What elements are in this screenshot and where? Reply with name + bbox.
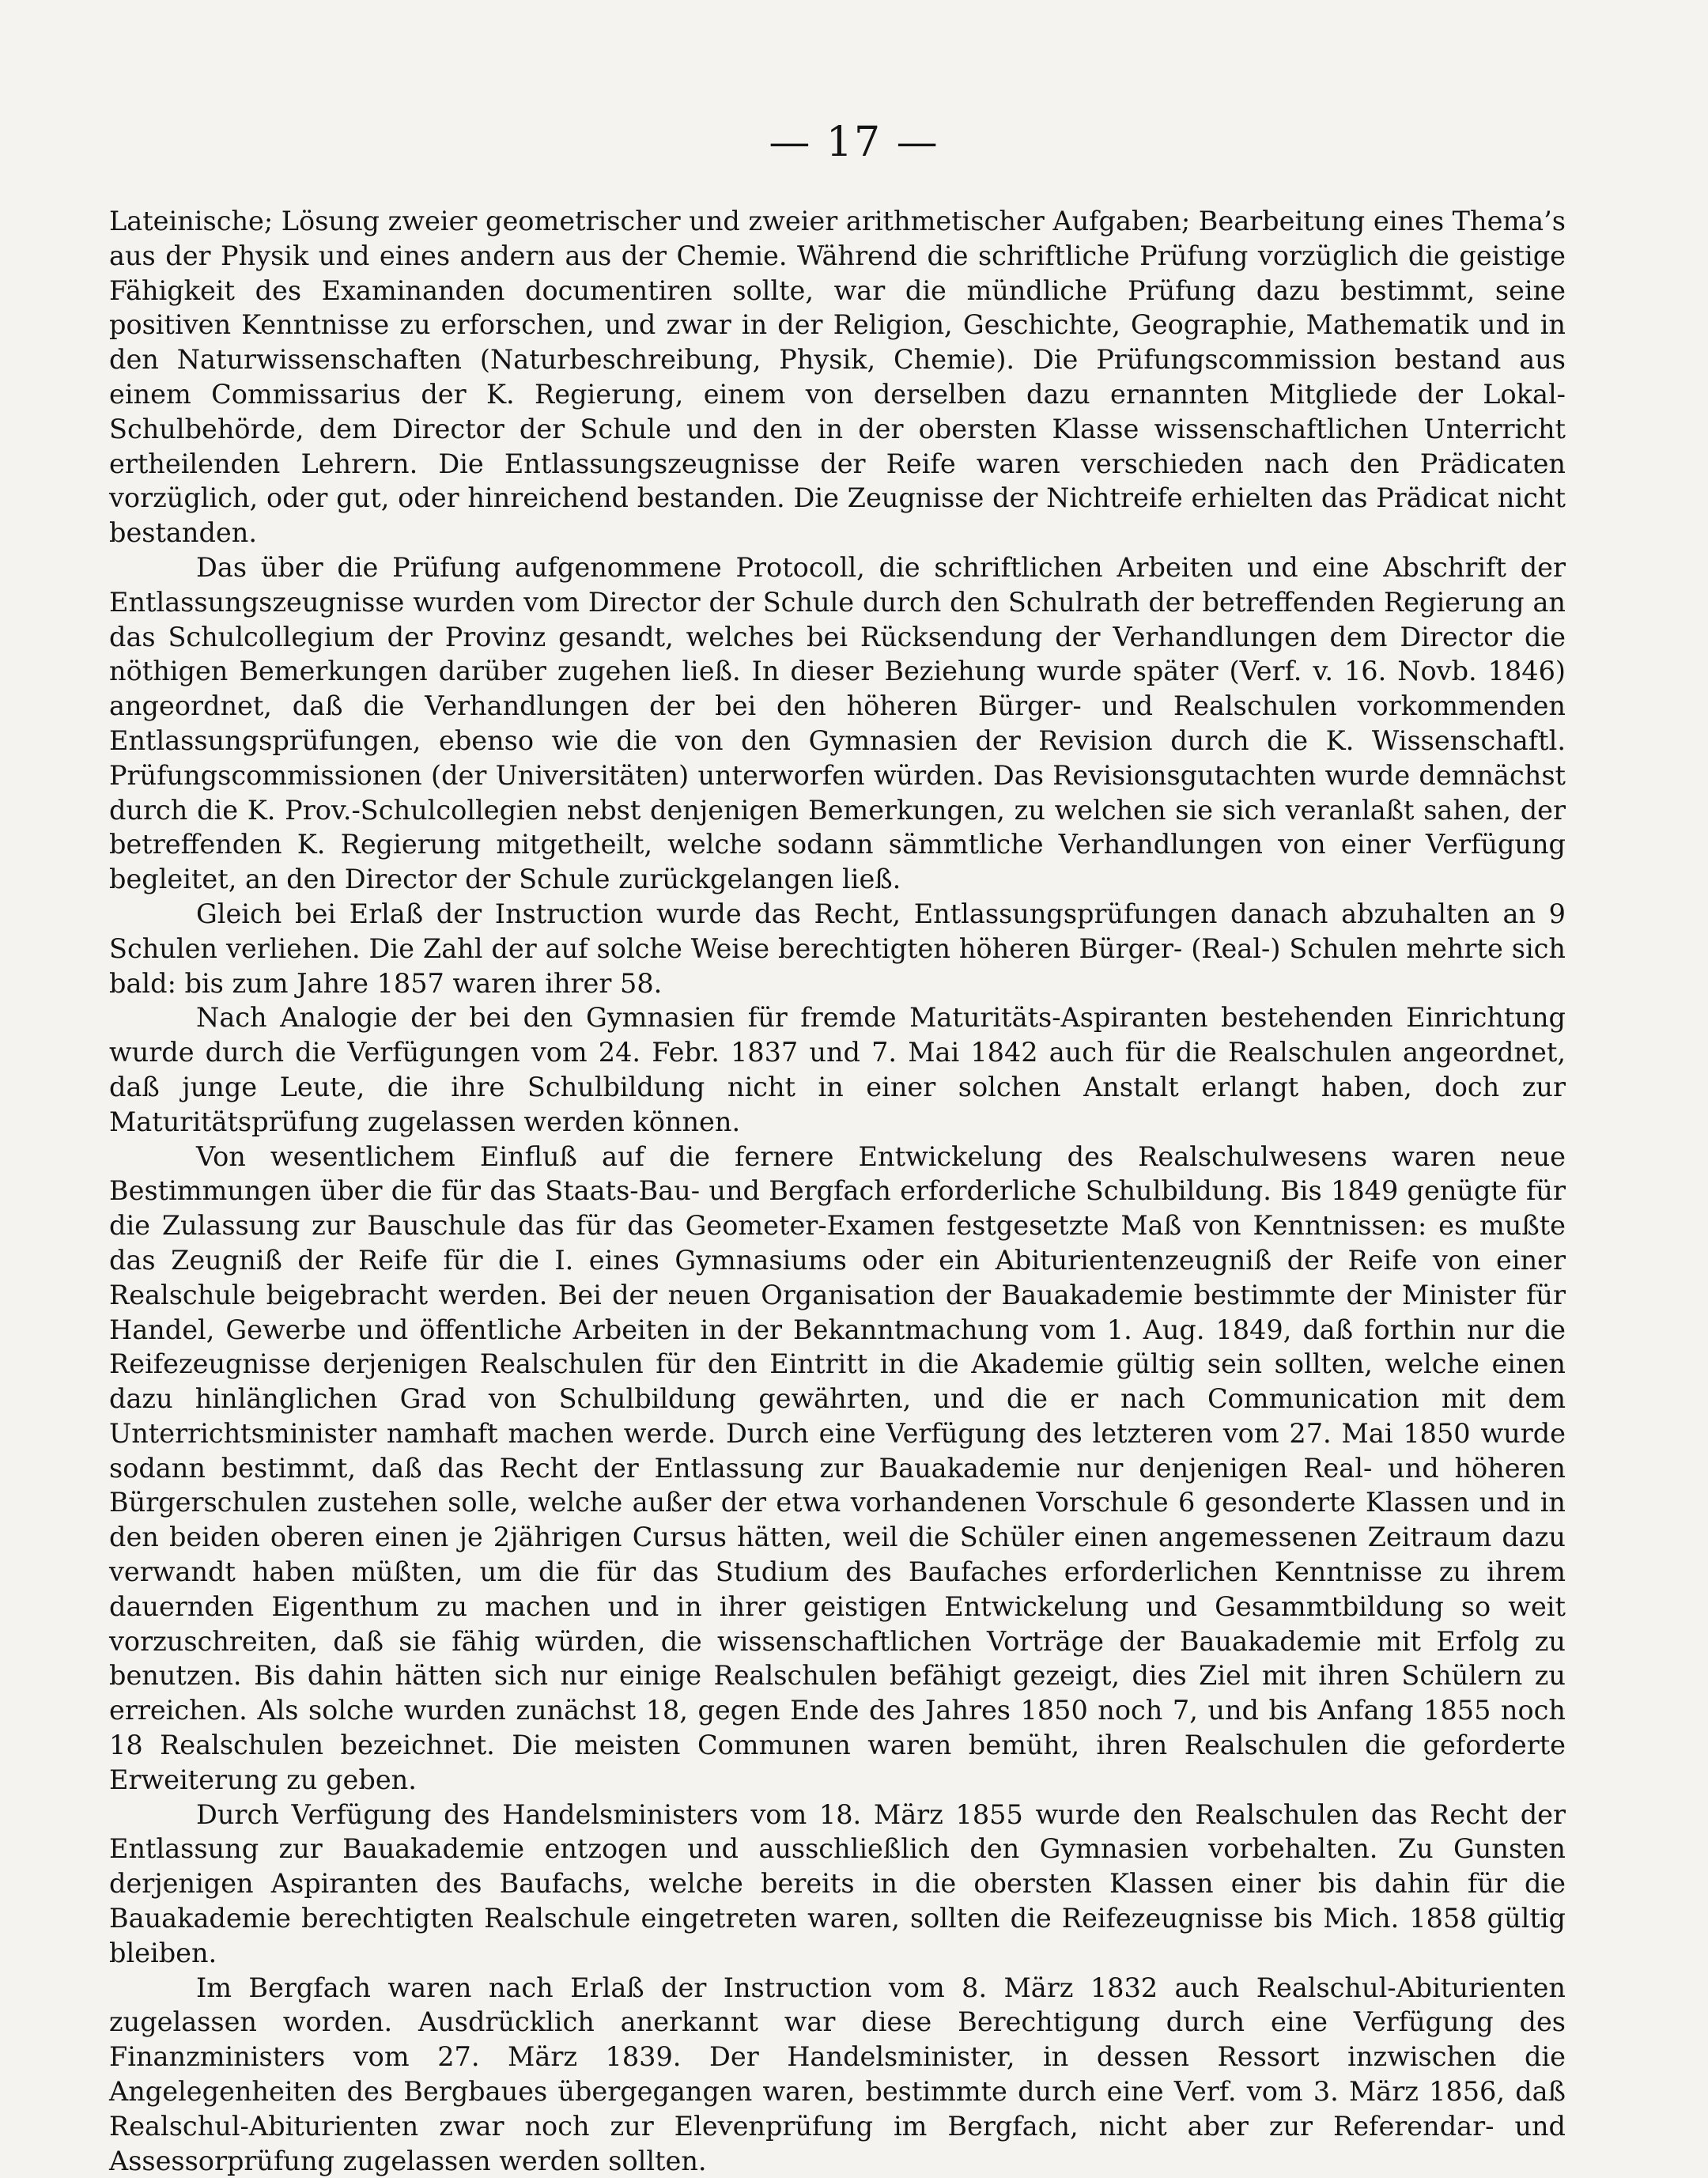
page-number: — 17 —: [769, 119, 939, 166]
body-text: [109, 204, 1566, 2178]
paragraph: Gleich bei Erlaß der Instruction wurde das Recht, Entlassungsprüfungen danach abzuhalten an 9 Schulen verliehen. Die Zahl der auf solche Weise berechtigten höheren Bürger- (Real-) Schulen mehrte sich bald: bis zum Jahre 1857 waren ihrer 58.: [109, 898, 1566, 999]
paragraph: Das über die Prüfung aufgenommene Protocoll, die schriftlichen Arbeiten und eine Abschrift der Entlassungszeugnisse wurden vom Director der Schule durch den Schulrath der betreffenden Regierung an das Schulcollegium der Provinz gesandt, welches bei Rücksendung der Verhandlungen dem Director die nöthigen Bemerkungen darüber zugehen ließ. In dieser Beziehung wurde später (Verf. v. 16. Novb. 1846) angeordnet, daß die Verhandlungen der bei den höheren Bürger- und Realschulen vorkommenden Entlassungsprüfungen, ebenso wie die von den Gymnasien der Revision durch die K. Wissenschaftl. Prüfungscommissionen (der Universitäten) unterworfen würden. Das Revisionsgutachten wurde demnächst durch die K. Prov.-Schulcollegien nebst denjenigen Bemerkungen, zu welchen sie sich veranlaßt sahen, der betreffenden K. Regierung mitgetheilt, welche sodann sämmtliche Verhandlungen von einer Verfügung begleitet, an den Director der Schule zurückgelangen ließ.: [109, 551, 1566, 895]
paragraph: Durch Verfügung des Handelsministers vom 18. März 1855 wurde den Realschulen das Recht der Entlassung zur Bauakademie entzogen und ausschließlich den Gymnasien vorbehalten. Zu Gunsten derjenigen Aspiranten des Baufachs, welche bereits in die obersten Klassen einer bis dahin für die Bauakademie berechtigten Realschule eingetreten waren, sollten die Reifezeugnisse bis Mich. 1858 gültig bleiben.: [109, 1798, 1566, 1968]
paragraph: Lateinische; Lösung zweier geometrischer und zweier arithmetischer Aufgaben; Bearbeitung eines Thema’s aus der Physik und eines andern aus der Chemie. Während die schriftliche Prüfung vorzüglich die geistige Fähigkeit des Examinanden documentiren sollte, war die mündliche Prüfung dazu bestimmt, seine positiven Kenntnisse zu erforschen, und zwar in der Religion, Geschichte, Geographie, Mathematik und in den Naturwissenschaften (Naturbeschreibung, Physik, Chemie). Die Prüfungscommission bestand aus einem Commissarius der K. Regierung, einem von derselben dazu ernannten Mitgliede der Lokal-Schulbehörde, dem Director der Schule und den in der obersten Klasse wissenschaftlichen Unterricht ertheilenden Lehrern. Die Entlassungszeugnisse der Reife waren verschieden nach den Prädicaten vorzüglich, oder gut, oder hinreichend bestanden. Die Zeugnisse der Nichtreife erhielten das Prädicat nicht bestanden.: [109, 206, 1566, 549]
paragraph: Nach Analogie der bei den Gymnasien für fremde Maturitäts-Aspiranten bestehenden Einrichtung wurde durch die Verfügungen vom 24. Febr. 1837 und 7. Mai 1842 auch für die Realschulen angeordnet, daß junge Leute, die ihre Schulbildung nicht in einer solchen Anstalt erlangt haben, doch zur Maturitätsprüfung zugelassen werden können.: [109, 1002, 1566, 1137]
paragraph: Im Bergfach waren nach Erlaß der Instruction vom 8. März 1832 auch Realschul-Abiturienten zugelassen worden. Ausdrücklich anerkannt war diese Berechtigung durch eine Verfügung des Finanzministers vom 27. März 1839. Der Handelsminister, in dessen Ressort inzwischen die Angelegenheiten des Bergbaues übergegangen waren, bestimmte durch eine Verf. vom 3. März 1856, daß Realschul-Abiturienten zwar noch zur Elevenprüfung im Bergfach, nicht aber zur Referendar- und Assessorprüfung zugelassen werden sollten.: [109, 1972, 1566, 2176]
paragraph: Von wesentlichem Einfluß auf die fernere Entwickelung des Realschulwesens waren neue Bestimmungen über die für das Staats-Bau- und Bergfach erforderliche Schulbildung. Bis 1849 genügte für die Zulassung zur Bauschule das für das Geometer-Examen festgesetzte Maß von Kenntnissen: es mußte das Zeugniß der Reife für die I. eines Gymnasiums oder ein Abiturientenzeugniß der Reife von einer Realschule beigebracht werden. Bei der neuen Organisation der Bauakademie bestimmte der Minister für Handel, Gewerbe und öffentliche Arbeiten in der Bekanntmachung vom 1. Aug. 1849, daß forthin nur die Reifezeugnisse derjenigen Realschulen für den Eintritt in die Akademie gültig sein sollten, welche einen dazu hinlänglichen Grad von Schulbildung gewährten, und die er nach Communication mit dem Unterrichtsminister namhaft machen werde. Durch eine Verfügung des letzteren vom 27. Mai 1850 wurde sodann bestimmt, daß das Recht der Entlassung zur Bauakademie nur denjenigen Real- und höheren Bürgerschulen zustehen solle, welche außer der etwa vorhandenen Vorschule 6 gesonderte Klassen und in den beiden oberen einen je 2jährigen Cursus hätten, weil die Schüler einen angemessenen Zeitraum dazu verwandt haben müßten, um die für das Studium des Baufaches erforderlichen Kenntnisse zu ihrem dauernden Eigenthum zu machen und in ihrer geistigen Entwickelung und Gesammtbildung so weit vorzuschreiten, daß sie fähig würden, die wissenschaftlichen Vorträge der Bauakademie mit Erfolg zu benutzen. Bis dahin hätten sich nur einige Realschulen befähigt gezeigt, dies Ziel mit ihren Schülern zu erreichen. Als solche wurden zunächst 18, gegen Ende des Jahres 1850 noch 7, und bis Anfang 1855 noch 18 Realschulen bezeichnet. Die meisten Communen waren bemüht, ihren Realschulen die geforderte Erweiterung zu geben.: [109, 1140, 1566, 1795]
